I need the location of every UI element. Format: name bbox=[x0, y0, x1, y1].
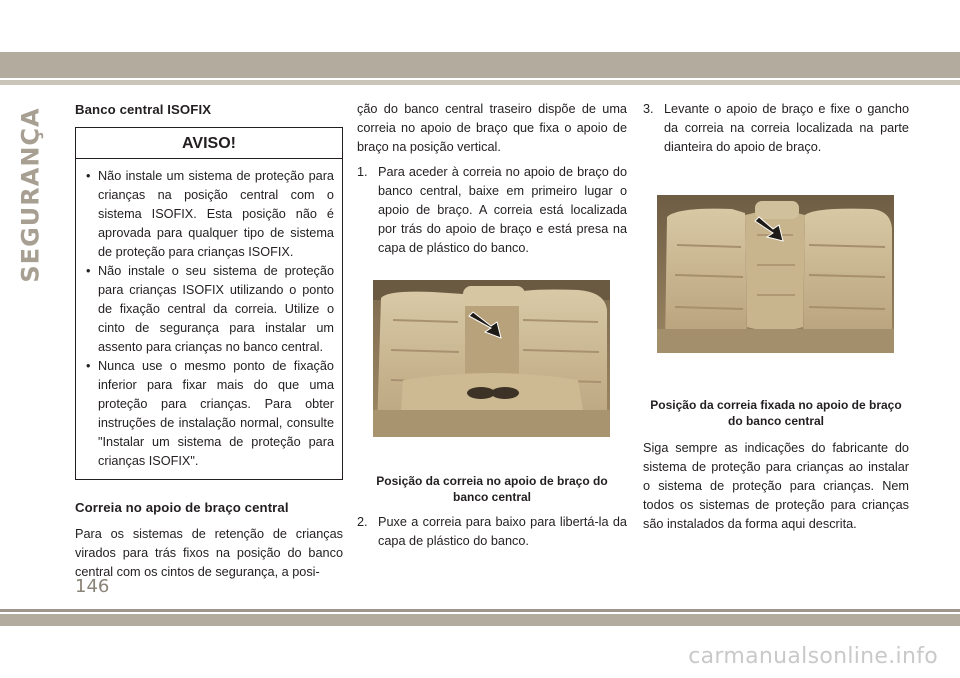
step-item bbox=[357, 163, 627, 258]
step-item bbox=[357, 513, 627, 551]
step-number: 1. bbox=[357, 165, 368, 179]
paragraph-manufacturer-note: Siga sempre as indicações do fabricante do sistema de proteção para crianças ao instalar o sistema de proteção para crianças. Nem todos os sistemas de proteção para crianças são instalados da forma aqui descrita. bbox=[643, 441, 909, 531]
section-side-tab bbox=[8, 102, 54, 288]
header-band-line bbox=[0, 80, 960, 85]
steps-list bbox=[357, 163, 627, 258]
column-middle bbox=[357, 100, 627, 551]
caption-armrest-strap-location: Posição da correia no apoio de braço do banco central bbox=[376, 474, 608, 504]
step-text: Para aceder à correia no apoio de braço do banco central, baixe em primeiro lugar o apoio de braço. A correia está localizada por trás do apoio de braço e está presa na capa de plástico do banco. bbox=[378, 165, 627, 255]
steps-list bbox=[357, 513, 627, 551]
step-number: 2. bbox=[357, 515, 368, 529]
step-item bbox=[643, 100, 909, 157]
footer-line bbox=[0, 609, 960, 612]
warning-title: AVISO! bbox=[76, 128, 342, 159]
warning-box bbox=[75, 127, 343, 480]
step-number: 3. bbox=[643, 102, 654, 116]
step-text: Puxe a correia para baixo para libertá-la da capa de plástico do banco. bbox=[378, 515, 627, 548]
photo-armrest-strap-location bbox=[373, 280, 610, 437]
paragraph-intro: Para os sistemas de retenção de crianças virados para trás fixos na posição do banco central com os cintos de segurança, a posi- bbox=[75, 527, 343, 579]
step-text: Levante o apoio de braço e fixe o gancho da correia na correia localizada na parte dianteira do apoio de braço. bbox=[664, 102, 909, 154]
warning-list bbox=[76, 159, 342, 479]
header-band bbox=[0, 52, 960, 78]
column-right bbox=[643, 100, 909, 534]
column-left bbox=[75, 100, 343, 582]
section-side-tab-label: SEGURANÇA bbox=[17, 107, 46, 283]
steps-list bbox=[643, 100, 909, 157]
paragraph-continuation: ção do banco central traseiro dispõe de uma correia no apoio de braço que fixa o apoio de braço na posição vertical. bbox=[357, 102, 627, 154]
footer-band bbox=[0, 614, 960, 626]
watermark: carmanualsonline.info bbox=[688, 644, 938, 669]
warning-item: • Nunca use o mesmo ponto de fixação inferior para fixar mais do que uma proteção para crianças. Para obter instruções de instalação normal, consulte "Instalar um sistema de proteção para crianças ISOFIX". bbox=[86, 357, 334, 471]
heading-isofix-center-seat: Banco central ISOFIX bbox=[75, 102, 212, 117]
heading-armrest-strap: Correia no apoio de braço central bbox=[75, 500, 289, 515]
photo-armrest-strap-fastened bbox=[657, 195, 894, 353]
warning-item: • Não instale o seu sistema de proteção para crianças ISOFIX utilizando o ponto de fixação central da correia. Utilize o cinto de segurança para instalar um assento para crianças no banco central. bbox=[86, 262, 334, 357]
caption-armrest-strap-fastened: Posição da correia fixada no apoio de braço do banco central bbox=[650, 398, 902, 428]
warning-item: • Não instale um sistema de proteção para crianças na posição central com o sistema ISOFIX. Esta posição não é aprovada para qualquer tipo de sistema de proteção para crianças ISOFIX. bbox=[86, 167, 334, 262]
page-number: 146 bbox=[75, 576, 110, 597]
